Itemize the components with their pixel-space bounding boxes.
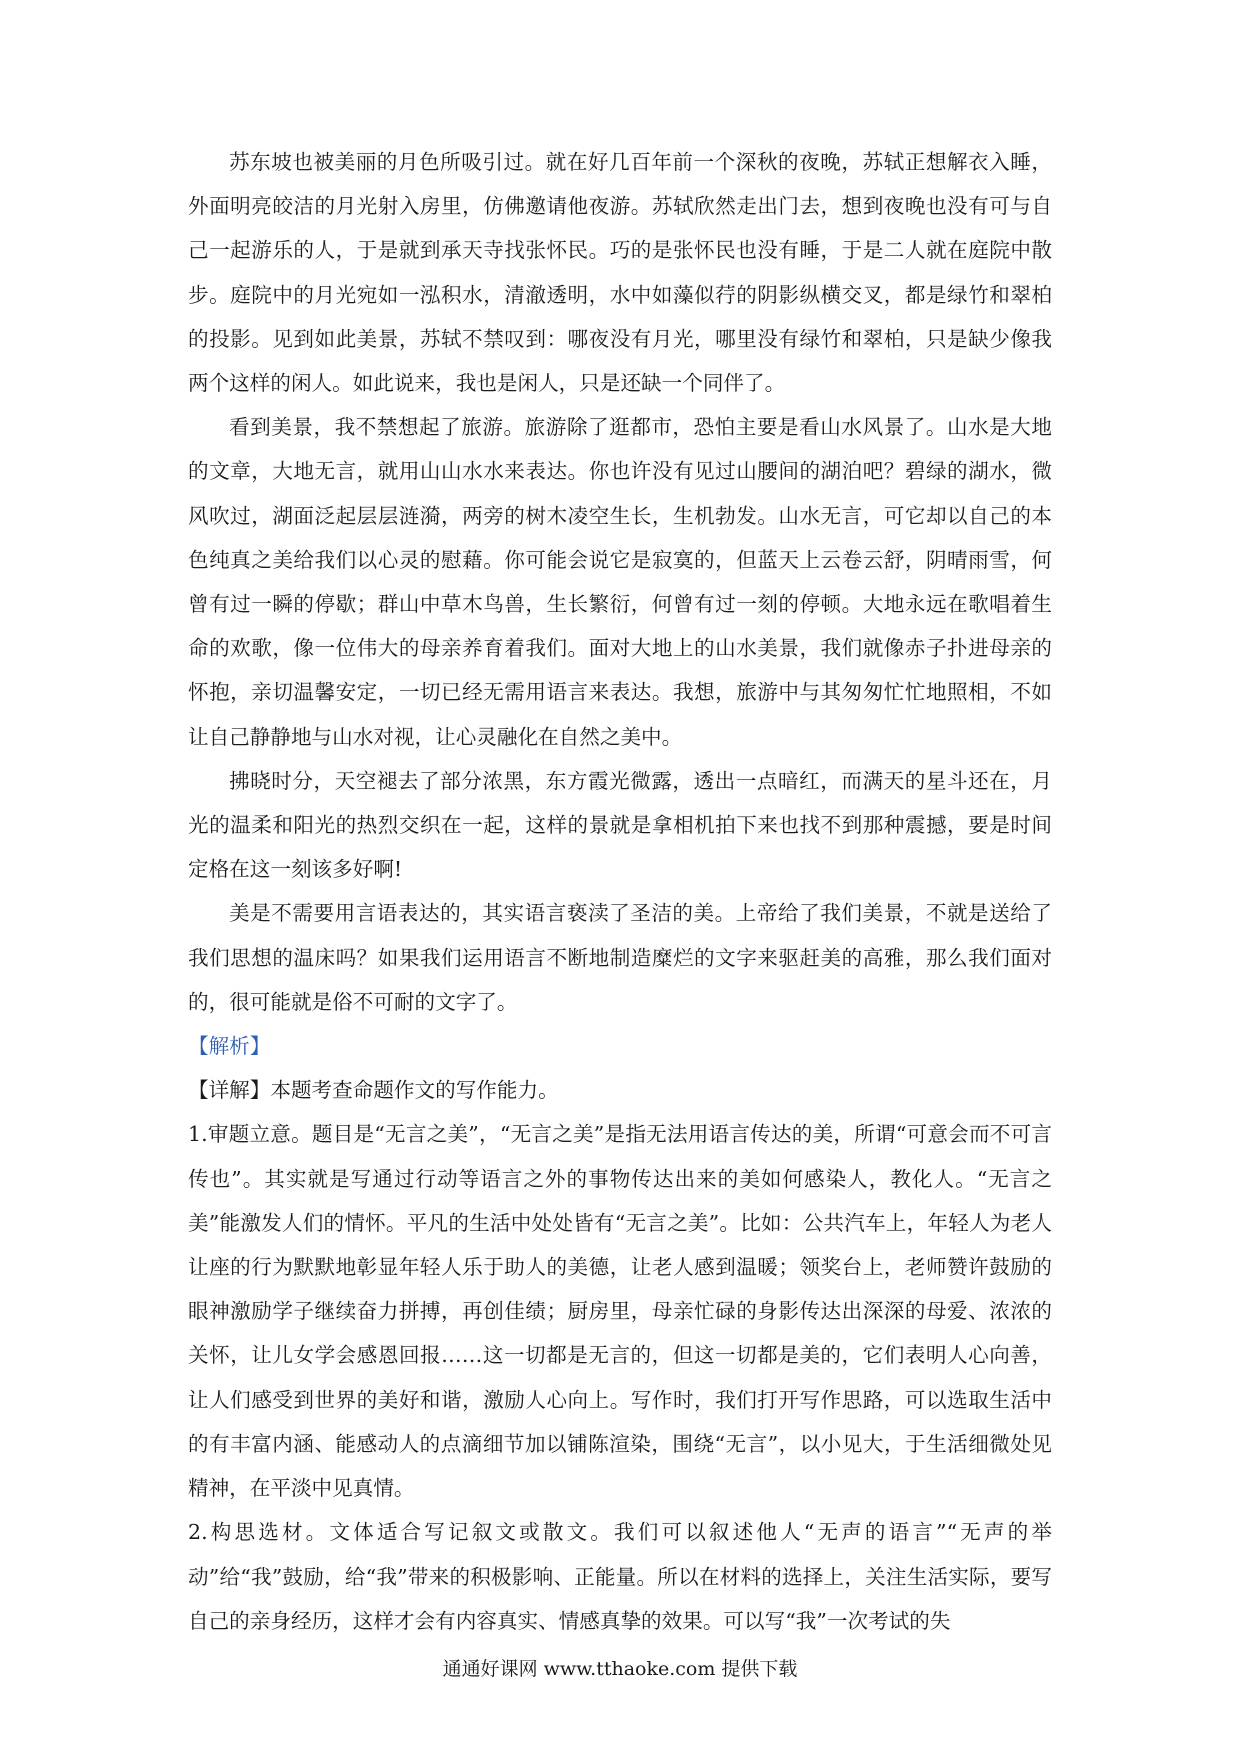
essay-paragraph-4: 美是不需要用言语表达的，其实语言亵渎了圣洁的美。上帝给了我们美景，不就是送给了我们思想的温床吗？如果我们运用语言不断地制造糜烂的文字来驱赶美的高雅，那么我们面对的，很可能就是俗不可耐的文字了。	[188, 901, 1052, 1014]
page-content	[188, 140, 1052, 1643]
page-footer: 通通好课网 www.tthaoke.com 提供下载	[442, 1658, 798, 1680]
analysis-label: 【解析】	[188, 1034, 271, 1059]
essay-paragraph-2: 看到美景，我不禁想起了旅游。旅游除了逛都市，恐怕主要是看山水风景了。山水是大地的文章，大地无言，就用山山水水来表达。你也许没有见过山腰间的湖泊吧？碧绿的湖水，微风吹过，湖面泛起层层涟漪，两旁的树木凌空生长，生机勃发。山水无言，可它却以自己的本色纯真之美给我们以心灵的慰藉。你可能会说它是寂寞的，但蓝天上云卷云舒，阴晴雨雪，何曾有过一瞬的停歇；群山中草木鸟兽，生长繁衍，何曾有过一刻的停顿。大地永远在歌唱着生命的欢歌，像一位伟大的母亲养育着我们。面对大地上的山水美景，我们就像赤子扑进母亲的怀抱，亲切温馨安定，一切已经无需用语言来表达。我想，旅游中与其匆匆忙忙地照相，不如让自己静静地与山水对视，让心灵融化在自然之美中。	[188, 415, 1052, 749]
analysis-point-2: 2.构思选材。文体适合写记叙文或散文。我们可以叙述他人“无声的语言”“无声的举动”给“我”鼓励，给“我”带来的积极影响、正能量。所以在材料的选择上，关注生活实际，要写自己的亲身经历，这样才会有内容真实、情感真挚的效果。可以写“我”一次考试的失	[188, 1520, 1052, 1633]
analysis-detail: 【详解】本题考查命题作文的写作能力。	[188, 1078, 559, 1103]
essay-paragraph-3: 拂晓时分，天空褪去了部分浓黑，东方霞光微露，透出一点暗红，而满天的星斗还在，月光的温柔和阳光的热烈交织在一起，这样的景就是拿相机拍下来也找不到那种震撼，要是时间定格在这一刻该多好啊!	[188, 768, 1052, 882]
essay-paragraph-1: 苏东坡也被美丽的月色所吸引过。就在好几百年前一个深秋的夜晚，苏轼正想解衣入睡，外面明亮皎洁的月光射入房里，仿佛邀请他夜游。苏轼欣然走出门去，想到夜晚也没有可与自己一起游乐的人，于是就到承天寺找张怀民。巧的是张怀民也没有睡，于是二人就在庭院中散步。庭院中的月光宛如一泓积水，清澈透明，水中如藻似荇的阴影纵横交叉，都是绿竹和翠柏的投影。见到如此美景，苏轼不禁叹到：哪夜没有月光，哪里没有绿竹和翠柏，只是缺少像我两个这样的闲人。如此说来，我也是闲人，只是还缺一个同伴了。	[188, 150, 1052, 396]
analysis-point-1: 1.审题立意。题目是“无言之美”，“无言之美”是指无法用语言传达的美，所谓“可意会而不可言传也”。其实就是写通过行动等语言之外的事物传达出来的美如何感染人，教化人。“无言之美”能激发人们的情怀。平凡的生活中处处皆有“无言之美”。比如：公共汽车上，年轻人为老人让座的行为默默地彰显年轻人乐于助人的美德，让老人感到温暖；领奖台上，老师赞许鼓励的眼神激励学子继续奋力拼搏，再创佳绩；厨房里，母亲忙碌的身影传达出深深的母爱、浓浓的关怀，让儿女学会感恩回报……这一切都是无言的，但这一切都是美的，它们表明人心向善，让人们感受到世界的美好和谐，激励人心向上。写作时，我们打开写作思路，可以选取生活中的有丰富内涵、能感动人的点滴细节加以铺陈渲染，围绕“无言”，以小见大，于生活细微处见精神，在平淡中见真情。	[188, 1122, 1052, 1501]
